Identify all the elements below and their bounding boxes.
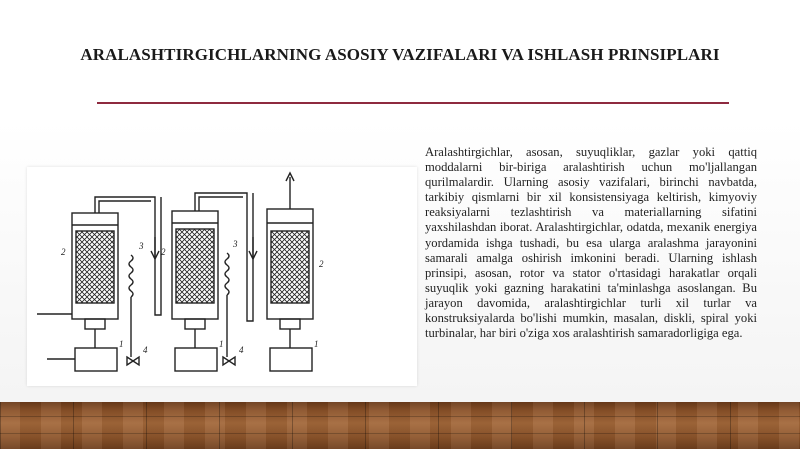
valves xyxy=(127,357,235,365)
slide-title: ARALASHTIRGICHLARNING ASOSIY VAZIFALARI VA ISHLASH PRINSIPLARI xyxy=(80,45,720,64)
floor-board-seam xyxy=(0,416,800,417)
label-2a: 2 xyxy=(61,247,66,257)
label-2c: 2 xyxy=(319,259,324,269)
label-4a: 4 xyxy=(143,345,148,355)
wooden-floor xyxy=(0,402,800,449)
apparatus-drawing xyxy=(27,167,417,386)
column-2 xyxy=(172,211,218,371)
column-3 xyxy=(267,173,313,371)
label-1c: 1 xyxy=(314,339,319,349)
column-1 xyxy=(37,213,118,371)
label-3b: 3 xyxy=(233,239,238,249)
label-1b: 1 xyxy=(219,339,224,349)
floor-board-seam xyxy=(0,433,800,434)
label-3a: 3 xyxy=(139,241,144,251)
title-divider xyxy=(97,102,729,104)
label-1a: 1 xyxy=(119,339,124,349)
label-4b: 4 xyxy=(239,345,244,355)
label-2b: 2 xyxy=(161,247,166,257)
body-paragraph: Aralashtirgichlar, asosan, suyuqliklar, gazlar yoki qattiq moddalarni bir-biriga aralashtirish uchun mo'ljallangan qurilmalardir. Ularning asosiy vazifalari, birinchi navbatda, tarkibiy qismlarni bir xil konsistensiyaga keltirish, kimyoviy reaksiyalarni tezlashtirish va materiallarning sifatini yaxshilashdan iborat. Aralashtirgichlar, odatda, mexanik energiya yordamida ishga tushadi, bu esa ularga aralashma jarayonini samarali amalga oshirish imkonini beradi. Ularning ishlash prinsipi, asosan, rotor va stator o'rtasidagi harakatlar orqali suyuqlik yoki gazning harakatini ta'minlashga asoslangan. Bu jarayon davomida, aralashtirgichlar turli xil turlar va konstruksiyalarda bo'lishi mumkin, masalan, diskli, spiral yoki turbinalar, har biri o'ziga xos aralashtirish samaradorligiga ega. xyxy=(425,145,757,341)
apparatus-diagram xyxy=(27,167,417,386)
